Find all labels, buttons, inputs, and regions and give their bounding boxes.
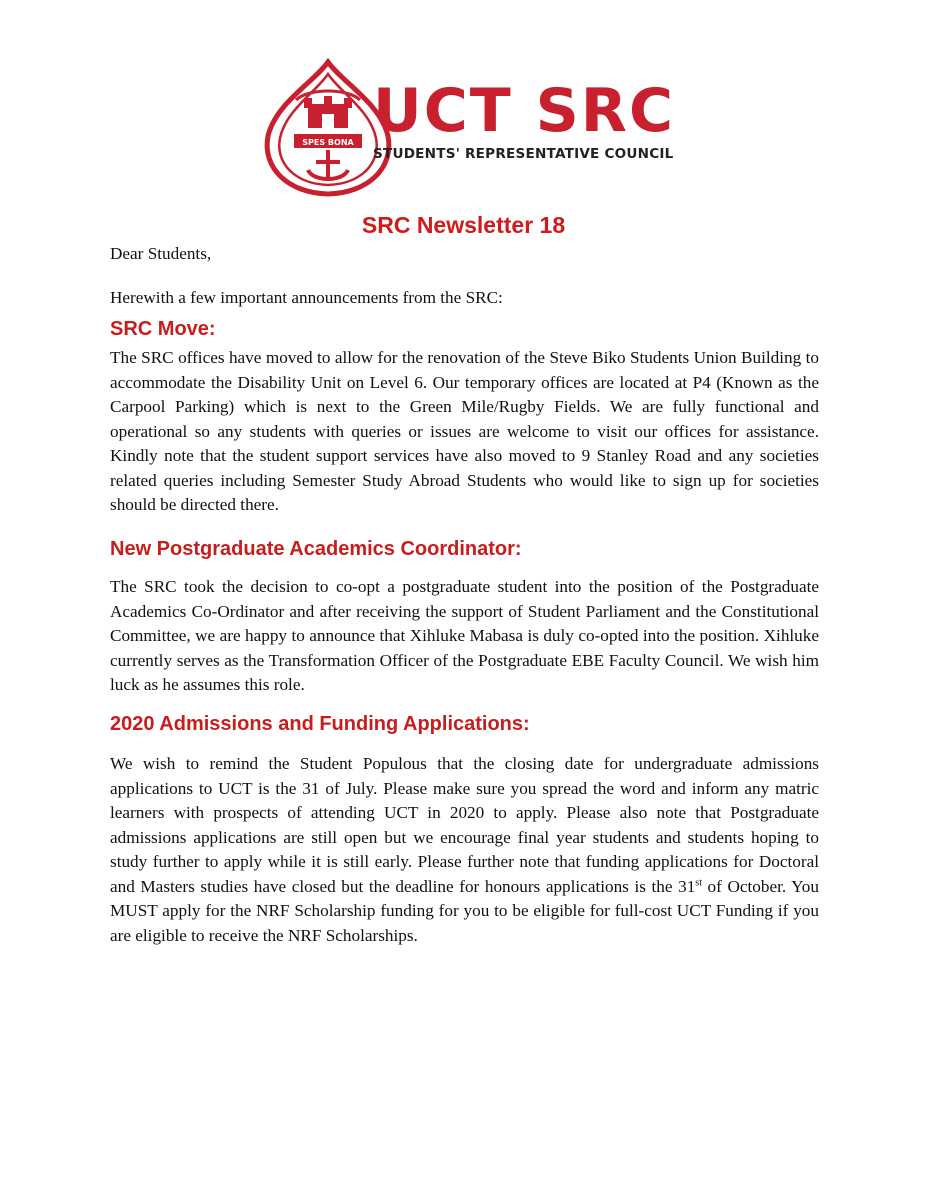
section-heading-admissions-funding: 2020 Admissions and Funding Applications:: [110, 713, 530, 735]
section-body-src-move: The SRC offices have moved to allow for the renovation of the Steve Biko Students Union Building to accommodate the Disability Unit on Level 6. Our temporary offices are located at P4 (Known as the Carpool Parking) which is next to the Green Mile/Rugby Fields. We are fully functional and operational so any students with queries or issues are welcome to visit our offices for assistance. Kindly note that the student support services have also moved to 9 Stanley Road and any societies related queries including Semester Study Abroad Students who would like to sign up for societies should be directed there.: [110, 348, 819, 514]
intro-text: Herewith a few important announcements from the SRC:: [110, 288, 503, 307]
ordinal-suffix: st: [695, 876, 702, 888]
admissions-text-part1: We wish to remind the Student Populous that the closing date for undergraduate admissions applications to UCT is the 31 of July. Please make sure you spread the word and inform any matric learners with prospects of attending UCT in 2020 to apply. Please also note that Postgraduate admissions applications are still open but we encourage final year students and students hoping to study further to apply while it is still early. Please further note that funding applications for Doctoral and Masters studies have closed but the deadline for honours applications is the 31: [110, 754, 819, 896]
logo-title: UCT SRC: [373, 76, 676, 146]
logo-wordmark: [373, 78, 675, 162]
greeting: Dear Students,: [110, 244, 212, 263]
newsletter-title: SRC Newsletter 18: [361, 212, 566, 238]
uct-src-logo: [258, 58, 678, 198]
crest-motto: SPES BONA: [302, 138, 354, 147]
section-body-admissions-funding: [110, 752, 819, 948]
admissions-text-part2: of October. You MUST apply for the NRF Scholarship funding for you to be eligible for full-cost UCT Funding if you are eligible to receive the NRF Scholarships.: [110, 876, 819, 945]
section-heading-postgrad-coordinator: New Postgraduate Academics Coordinator:: [110, 538, 522, 560]
section-heading-src-move: SRC Move:: [110, 318, 216, 340]
section-body-postgrad-coordinator: The SRC took the decision to co-opt a postgraduate student into the position of the Postgraduate Academics Co-Ordinator and after receiving the support of Student Parliament and the Constitutional Committee, we are happy to announce that Xihluke Mabasa is duly co-opted into the position. Xihluke currently serves as the Transformation Officer of the Postgraduate EBE Faculty Council. We wish him luck as he assumes this role.: [110, 577, 819, 694]
logo-subtitle: STUDENTS' REPRESENTATIVE COUNCIL: [373, 146, 674, 162]
